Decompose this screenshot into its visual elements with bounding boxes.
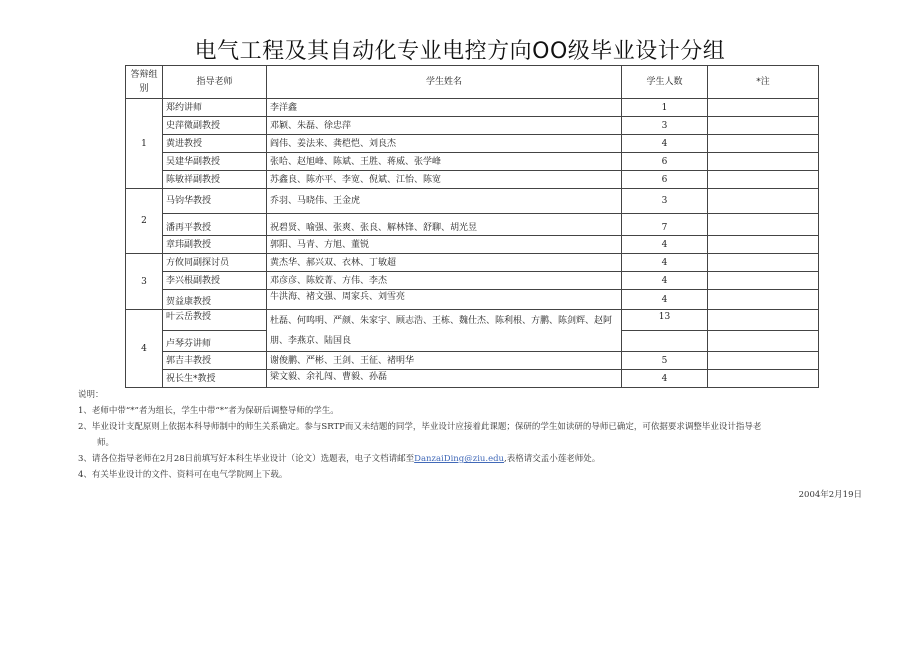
header-teacher: 指导老师 bbox=[163, 66, 267, 99]
header-count: 学生人数 bbox=[622, 66, 708, 99]
count-cell bbox=[622, 331, 708, 352]
document-date: 2004年2月19日 bbox=[798, 490, 862, 500]
teacher-cell: 李兴根副教授 bbox=[163, 272, 267, 290]
table-row bbox=[126, 99, 819, 117]
table-row bbox=[126, 153, 819, 171]
table-row bbox=[126, 310, 819, 331]
teacher-cell: 郑约讲师 bbox=[163, 99, 267, 117]
teacher-cell: 祝长生*教授 bbox=[163, 370, 267, 388]
students-cell: 郭阳、马青、方旭、董锐 bbox=[267, 236, 622, 254]
table-row bbox=[126, 290, 819, 310]
note-cell bbox=[708, 236, 819, 254]
table-row bbox=[126, 272, 819, 290]
note-cell bbox=[708, 117, 819, 135]
teacher-cell: 方攸同副探讨员 bbox=[163, 254, 267, 272]
group-label: 4 bbox=[126, 310, 163, 388]
note-cell bbox=[708, 135, 819, 153]
table-row bbox=[126, 189, 819, 214]
teacher-cell: 郭吉丰教授 bbox=[163, 352, 267, 370]
teacher-cell: 卢琴芬讲师 bbox=[163, 331, 267, 352]
table-row bbox=[126, 236, 819, 254]
table-row bbox=[126, 352, 819, 370]
table-row bbox=[126, 135, 819, 153]
count-cell: 4 bbox=[622, 135, 708, 153]
teacher-cell: 史萍微副教授 bbox=[163, 117, 267, 135]
notes-heading: 说明： bbox=[78, 390, 104, 400]
note-cell bbox=[708, 214, 819, 236]
count-cell: 4 bbox=[622, 370, 708, 388]
header-students: 学生姓名 bbox=[267, 66, 622, 99]
note-cell bbox=[708, 310, 819, 331]
students-cell bbox=[267, 310, 622, 352]
note-cell bbox=[708, 352, 819, 370]
students-cell: 邓颖、朱磊、徐忠萍 bbox=[267, 117, 622, 135]
note-2: 2、毕业设计支配原则上依据本科导师制中的师生关系确定。参与SRTP而又未结题的同学，毕业设计应接着此课题；保研的学生如读研的导师已确定，可依据要求调整毕业设计指导老 bbox=[78, 422, 762, 432]
students-text-cont: 辉、赵阿朋、李燕京、陆国良 bbox=[270, 316, 613, 346]
group-label: 1 bbox=[126, 99, 163, 189]
students-cell: 张哈、赵旭峰、陈斌、王胜、蒋威、张学峰 bbox=[267, 153, 622, 171]
students-cell: 阎伟、姜法来、龚桤恺、刘良杰 bbox=[267, 135, 622, 153]
note-3-text: 3、请各位指导老师在2月28日前填写好本科生毕业设计（论文）选题表，电子文档请邮至 bbox=[78, 454, 415, 464]
students-cell: 祝碧贤、喻强、张爽、张良、解林锋、舒聊、胡光昱 bbox=[267, 214, 622, 236]
count-cell: 1 bbox=[622, 99, 708, 117]
note-cell bbox=[708, 331, 819, 352]
students-cell: 牛洪海、褚文强、周家兵、刘雪亮 bbox=[267, 290, 622, 310]
count-cell: 4 bbox=[622, 254, 708, 272]
students-cell: 邓彦彦、陈姣菁、方伟、李杰 bbox=[267, 272, 622, 290]
table-row bbox=[126, 214, 819, 236]
teacher-cell: 章玮副教授 bbox=[163, 236, 267, 254]
grouping-table bbox=[125, 65, 819, 388]
count-cell: 13 bbox=[622, 310, 708, 331]
header-note: *注 bbox=[708, 66, 819, 99]
table-row bbox=[126, 370, 819, 388]
note-3-text-end: ,表格请交孟小莲老师处。 bbox=[504, 454, 601, 464]
students-cell: 苏鑫良、陈亦平、李宽、倪斌、江怡、陈宽 bbox=[267, 171, 622, 189]
notes-section bbox=[78, 387, 868, 483]
count-cell: 3 bbox=[622, 117, 708, 135]
teacher-cell: 贺益康教授 bbox=[163, 290, 267, 310]
students-cell: 李洋鑫 bbox=[267, 99, 622, 117]
students-cell: 黄杰华、郝兴双、衣林、丁敏超 bbox=[267, 254, 622, 272]
note-1: 1、老师中带“*”者为组长，学生中带“*”者为保研后调整导师的学生。 bbox=[78, 406, 339, 416]
count-cell: 6 bbox=[622, 171, 708, 189]
note-cell bbox=[708, 171, 819, 189]
students-cell: 梁文毅、余礼闯、曹毅、孙磊 bbox=[267, 370, 622, 388]
count-cell: 7 bbox=[622, 214, 708, 236]
count-cell: 5 bbox=[622, 352, 708, 370]
group-label: 3 bbox=[126, 254, 163, 310]
table-row bbox=[126, 254, 819, 272]
students-cell: 谢俊鹏、严彬、王剑、王征、褚明华 bbox=[267, 352, 622, 370]
count-cell: 6 bbox=[622, 153, 708, 171]
email-link[interactable]: DanzaiDing@ziu.edu bbox=[414, 454, 505, 464]
teacher-cell: 陈敏祥副教授 bbox=[163, 171, 267, 189]
table-row bbox=[126, 171, 819, 189]
students-cell: 乔羽、马晓伟、王金虎 bbox=[267, 189, 622, 214]
table-header-row bbox=[126, 66, 819, 99]
teacher-cell: 马钧华教授 bbox=[163, 189, 267, 214]
count-cell: 3 bbox=[622, 189, 708, 214]
note-3 bbox=[78, 451, 868, 467]
header-group: 答辩组别 bbox=[126, 66, 163, 99]
note-cell bbox=[708, 290, 819, 310]
group-label: 2 bbox=[126, 189, 163, 254]
teacher-cell: 叶云岳教授 bbox=[163, 310, 267, 331]
teacher-cell: 吴建华副教授 bbox=[163, 153, 267, 171]
note-4: 4、有关毕业设计的文件、资料可在电气学院网上下载。 bbox=[78, 470, 288, 480]
note-cell bbox=[708, 254, 819, 272]
note-cell bbox=[708, 99, 819, 117]
students-text: 杜磊、何鸣明、严颜、朱家宇、顾志浩、王栋、魏仕杰、陈利根、方鹏、陈剑 bbox=[270, 316, 577, 326]
teacher-cell: 黄进教授 bbox=[163, 135, 267, 153]
note-2-cont: 师。 bbox=[97, 438, 115, 448]
note-cell bbox=[708, 189, 819, 214]
note-cell bbox=[708, 153, 819, 171]
note-cell bbox=[708, 370, 819, 388]
note-cell bbox=[708, 272, 819, 290]
teacher-cell: 潘再平教授 bbox=[163, 214, 267, 236]
count-cell: 4 bbox=[622, 290, 708, 310]
count-cell: 4 bbox=[622, 272, 708, 290]
table-row bbox=[126, 117, 819, 135]
count-cell: 4 bbox=[622, 236, 708, 254]
page-title: 电气工程及其自动化专业电控方向OO级毕业设计分组 bbox=[194, 39, 726, 64]
